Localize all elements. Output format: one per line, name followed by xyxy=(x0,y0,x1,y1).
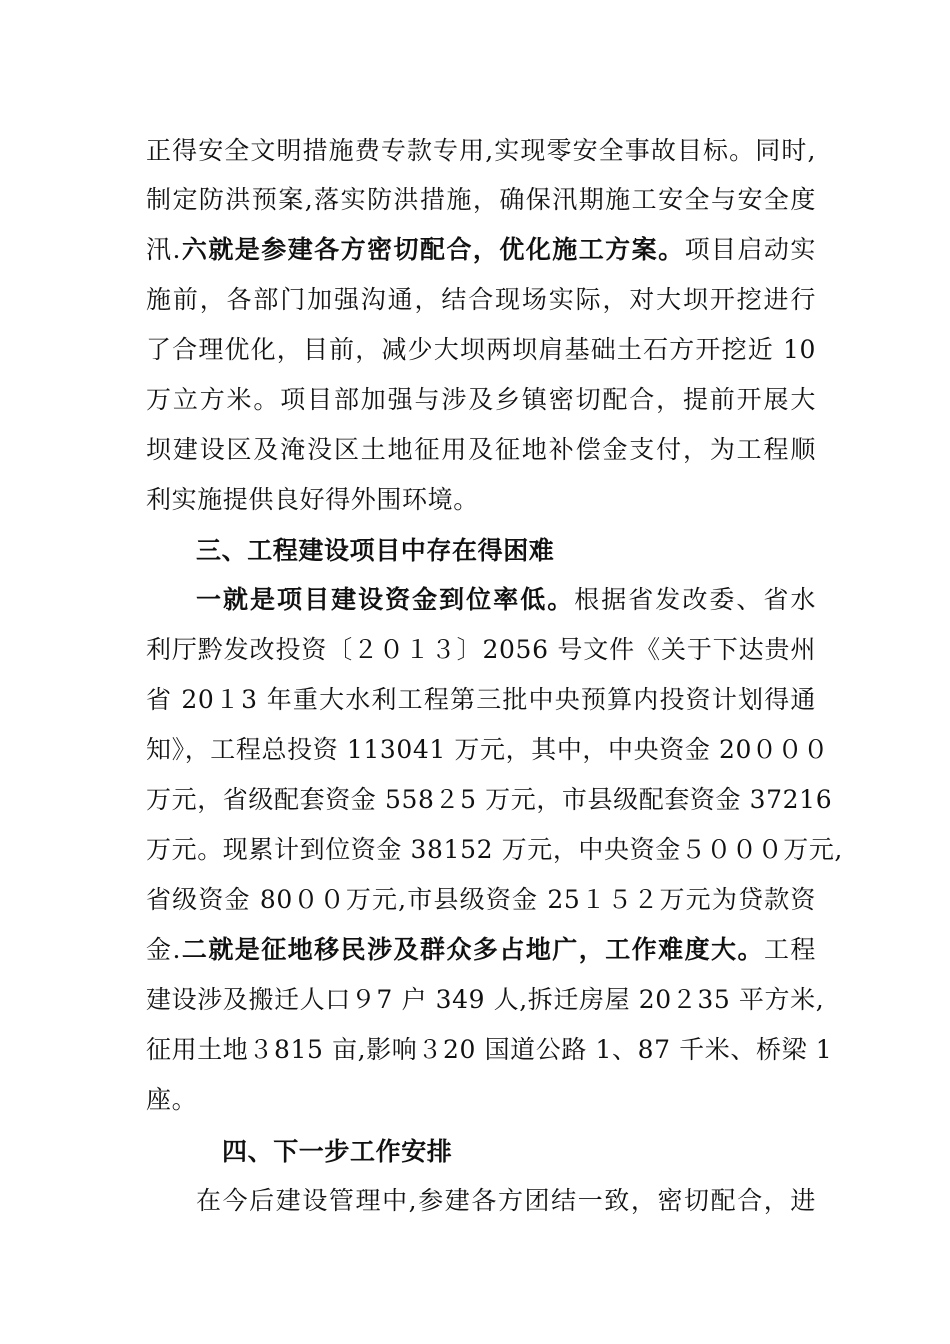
text-segment: 省级资金 80００万元,市县级资金 25１５２万元为贷款资 xyxy=(146,885,816,914)
text-line xyxy=(146,384,816,416)
text-line xyxy=(146,484,816,516)
text-line xyxy=(196,535,816,567)
text-line xyxy=(146,334,816,366)
bold-text-segment: 六就是参建各方密切配合，优化施工方案。 xyxy=(181,235,685,264)
text-segment: 工程 xyxy=(763,935,817,964)
bold-text-segment: 四、下一步工作安排 xyxy=(222,1137,453,1166)
text-segment: 坝建设区及淹没区土地征用及征地补偿金支付，为工程顺 xyxy=(146,435,816,464)
text-segment: 根据省发改委、省水 xyxy=(574,585,816,614)
text-segment: 万元。现累计到位资金 38152 万元，中央资金５０００万元, xyxy=(146,835,843,864)
text-line xyxy=(196,1185,816,1217)
text-segment: 了合理优化，目前，减少大坝两坝肩基础土石方开挖近 10 xyxy=(146,335,816,364)
text-segment: 施前，各部门加强沟通，结合现场实际，对大坝开挖进行 xyxy=(146,285,816,314)
text-line xyxy=(146,984,825,1016)
bold-text-segment: 二就是征地移民涉及群众多占地广，工作难度大。 xyxy=(181,935,764,964)
text-line xyxy=(146,884,816,916)
text-segment: 汛. xyxy=(146,235,182,264)
text-segment: 建设涉及搬迁人口９7 户 349 人,拆迁房屋 20２35 平方米, xyxy=(146,985,825,1014)
text-line xyxy=(146,135,816,167)
text-line xyxy=(146,1084,816,1116)
text-line xyxy=(146,684,816,716)
bold-text-segment: 三、工程建设项目中存在得困难 xyxy=(196,536,555,565)
text-segment: 制定防洪预案,落实防洪措施，确保汛期施工安全与安全度 xyxy=(146,185,816,214)
text-line xyxy=(146,1034,833,1066)
text-line xyxy=(146,234,816,266)
text-line xyxy=(146,934,816,966)
text-segment: 在今后建设管理中,参建各方团结一致，密切配合，进 xyxy=(196,1186,816,1215)
text-line xyxy=(222,1136,816,1168)
text-segment: 征用土地３815 亩,影响３20 国道公路 1、87 千米、桥梁 1 xyxy=(146,1035,833,1064)
text-segment: 万元，省级配套资金 558２5 万元，市县级配套资金 37216 xyxy=(146,785,833,814)
text-segment: 金. xyxy=(146,935,182,964)
text-line xyxy=(146,434,816,466)
text-line xyxy=(146,284,816,316)
text-segment: 省 20１3 年重大水利工程第三批中央预算内投资计划得通 xyxy=(146,685,816,714)
text-segment: 万立方米。项目部加强与涉及乡镇密切配合，提前开展大 xyxy=(146,385,816,414)
text-line xyxy=(146,734,829,766)
text-segment: 座。 xyxy=(146,1085,198,1114)
text-line xyxy=(196,584,816,616)
text-segment: 利实施提供良好得外围环境。 xyxy=(146,485,479,514)
text-segment: 知》，工程总投资 113041 万元，其中，中央资金 20０００ xyxy=(146,735,829,764)
text-line xyxy=(146,834,843,866)
text-line xyxy=(146,784,833,816)
text-line xyxy=(146,634,816,666)
text-segment: 项目启动实 xyxy=(684,235,816,264)
bold-text-segment: 一就是项目建设资金到位率低。 xyxy=(196,585,575,614)
text-segment: 利厅黔发改投资〔２０１３〕2056 号文件《关于下达贵州 xyxy=(146,635,816,664)
text-line xyxy=(146,184,816,216)
text-segment: 正得安全文明措施费专款专用,实现零安全事故目标。同时, xyxy=(146,136,816,165)
